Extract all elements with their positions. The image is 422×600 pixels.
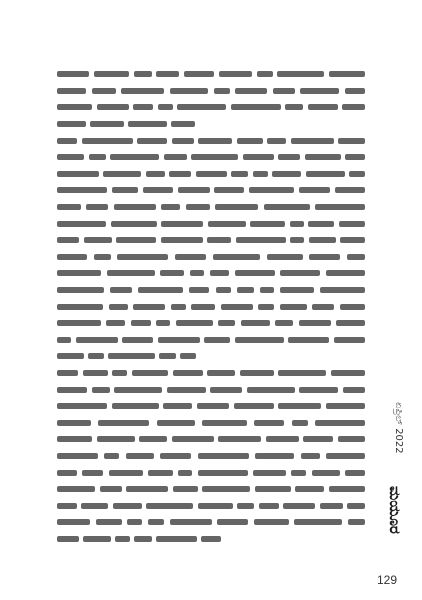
word	[249, 187, 294, 193]
word	[235, 270, 275, 276]
word	[111, 221, 157, 227]
word	[76, 337, 118, 343]
word	[280, 270, 320, 276]
word	[331, 370, 365, 376]
word	[57, 287, 104, 293]
word	[106, 320, 125, 326]
word	[260, 287, 274, 293]
word	[184, 71, 214, 77]
word	[291, 470, 306, 476]
text-line	[57, 99, 365, 116]
word	[216, 287, 231, 293]
word	[171, 304, 186, 310]
word	[215, 204, 258, 210]
word	[176, 320, 213, 326]
word	[57, 420, 91, 426]
word	[57, 436, 92, 442]
word	[158, 104, 173, 110]
text-line	[57, 514, 365, 531]
word	[57, 104, 92, 110]
word	[178, 187, 210, 193]
word	[254, 420, 284, 426]
text-line	[57, 414, 365, 431]
word	[280, 304, 307, 310]
word	[312, 470, 340, 476]
word	[127, 519, 142, 525]
word	[89, 154, 106, 160]
word	[57, 138, 77, 144]
word	[255, 486, 291, 492]
word	[57, 536, 79, 542]
word	[137, 138, 167, 144]
word	[326, 403, 365, 409]
word	[240, 370, 274, 376]
text-line	[57, 282, 365, 299]
word	[191, 154, 238, 160]
word	[283, 503, 315, 509]
text-line	[57, 182, 365, 199]
text-line	[57, 348, 365, 365]
word	[326, 270, 365, 276]
word	[198, 453, 249, 459]
word	[161, 237, 203, 243]
word	[161, 204, 180, 210]
word	[198, 138, 232, 144]
word	[277, 71, 324, 77]
word	[345, 88, 365, 94]
word	[275, 320, 293, 326]
word	[96, 519, 122, 525]
text-line	[57, 365, 365, 382]
word	[138, 287, 183, 293]
word	[196, 171, 227, 177]
word	[94, 71, 129, 77]
word	[108, 353, 155, 359]
word	[57, 171, 99, 177]
word	[320, 287, 365, 293]
word	[231, 104, 281, 110]
text-line	[57, 132, 365, 149]
word	[57, 204, 81, 210]
word	[273, 88, 295, 94]
text-line	[57, 199, 365, 216]
word	[57, 71, 89, 77]
word	[178, 470, 192, 476]
text-line	[57, 298, 365, 315]
word	[57, 486, 95, 492]
word	[133, 304, 165, 310]
word	[172, 436, 214, 442]
word	[347, 254, 365, 260]
word	[139, 436, 167, 442]
word	[312, 304, 334, 310]
word	[57, 254, 87, 260]
word	[57, 337, 71, 343]
word	[170, 519, 212, 525]
word	[57, 387, 87, 393]
word	[57, 304, 103, 310]
word	[247, 387, 295, 393]
word	[180, 353, 196, 359]
word	[112, 403, 159, 409]
word	[57, 237, 79, 243]
word	[197, 403, 229, 409]
word	[146, 503, 193, 509]
word	[175, 254, 206, 260]
word	[83, 370, 108, 376]
word	[159, 353, 176, 359]
word	[308, 221, 334, 227]
word	[110, 154, 159, 160]
word	[161, 221, 203, 227]
word	[172, 138, 194, 144]
text-line	[57, 66, 365, 83]
word	[148, 519, 164, 525]
text-line	[57, 83, 365, 100]
word	[156, 71, 179, 77]
word	[305, 154, 341, 160]
word	[237, 287, 254, 293]
word	[315, 204, 365, 210]
word	[177, 104, 226, 110]
word	[57, 370, 78, 376]
word	[335, 187, 365, 193]
word	[334, 337, 365, 343]
word	[128, 121, 167, 127]
word	[241, 320, 270, 326]
word	[210, 270, 229, 276]
text-line	[57, 398, 365, 415]
word	[94, 254, 111, 260]
word	[110, 287, 132, 293]
word	[253, 171, 268, 177]
word	[218, 320, 235, 326]
word	[278, 370, 326, 376]
word	[121, 88, 164, 94]
word	[237, 503, 254, 509]
word	[113, 503, 142, 509]
word	[315, 420, 365, 426]
word	[57, 221, 106, 227]
page-number: 129	[376, 573, 397, 587]
word	[308, 104, 338, 110]
word	[347, 503, 365, 509]
word	[267, 138, 286, 144]
word	[81, 503, 108, 509]
word	[255, 453, 294, 459]
word	[109, 304, 128, 310]
text-line	[57, 232, 365, 249]
text-line	[57, 381, 365, 398]
word	[329, 486, 365, 492]
word	[320, 503, 343, 509]
word	[338, 138, 365, 144]
word	[201, 536, 221, 542]
word	[146, 171, 165, 177]
word	[97, 104, 129, 110]
word	[291, 138, 334, 144]
word	[343, 387, 365, 393]
word	[198, 470, 248, 476]
text-line	[57, 481, 365, 498]
word	[236, 237, 286, 243]
word	[202, 420, 247, 426]
word	[237, 138, 263, 144]
body-text	[57, 66, 365, 554]
word	[160, 453, 191, 459]
word	[299, 187, 330, 193]
word	[109, 470, 143, 476]
word	[117, 254, 168, 260]
word	[207, 370, 235, 376]
word	[92, 88, 116, 94]
text-line	[57, 215, 365, 232]
word	[340, 304, 365, 310]
word	[167, 387, 206, 393]
word	[267, 254, 303, 260]
word	[170, 88, 208, 94]
word	[349, 171, 365, 177]
word	[213, 254, 260, 260]
word	[243, 154, 274, 160]
word	[272, 171, 301, 177]
word	[258, 304, 274, 310]
word	[115, 536, 130, 542]
word	[84, 237, 112, 243]
word	[98, 420, 149, 426]
word	[158, 337, 200, 343]
word	[219, 71, 252, 77]
word	[207, 237, 231, 243]
word	[82, 138, 133, 144]
word	[189, 287, 209, 293]
word	[143, 187, 173, 193]
word	[104, 453, 119, 459]
word	[326, 453, 365, 459]
word	[257, 71, 273, 77]
word	[306, 171, 345, 177]
word	[294, 519, 342, 525]
word	[171, 121, 195, 127]
word	[163, 403, 192, 409]
word	[266, 436, 299, 442]
word	[309, 254, 340, 260]
word	[309, 237, 336, 243]
text-line	[57, 149, 365, 166]
word	[57, 353, 84, 359]
text-line	[57, 497, 365, 514]
word	[57, 154, 84, 160]
word	[57, 121, 86, 127]
word	[214, 187, 244, 193]
word	[164, 154, 187, 160]
word	[264, 204, 310, 210]
word	[156, 536, 197, 542]
word	[250, 221, 285, 227]
word	[57, 320, 101, 326]
word	[300, 88, 339, 94]
word	[234, 403, 274, 409]
word	[100, 486, 122, 492]
word	[160, 270, 184, 276]
word	[204, 337, 230, 343]
word	[191, 304, 215, 310]
word	[126, 486, 168, 492]
word	[57, 519, 90, 525]
word	[57, 470, 77, 476]
word	[57, 503, 77, 509]
word	[348, 519, 365, 525]
word	[253, 470, 286, 476]
word	[342, 104, 365, 110]
word	[345, 470, 365, 476]
word	[97, 436, 135, 442]
text-line	[57, 332, 365, 349]
word	[169, 171, 191, 177]
word	[133, 104, 153, 110]
word	[292, 420, 308, 426]
word	[57, 403, 107, 409]
word	[132, 370, 168, 376]
word	[198, 503, 233, 509]
text-line	[57, 431, 365, 448]
word	[86, 204, 108, 210]
word	[90, 121, 124, 127]
text-line	[57, 531, 365, 548]
word	[134, 71, 152, 77]
text-line	[57, 116, 365, 133]
word	[112, 370, 127, 376]
word	[235, 337, 284, 343]
word	[83, 536, 111, 542]
word	[186, 204, 210, 210]
word	[156, 320, 170, 326]
word	[288, 337, 329, 343]
word	[299, 320, 331, 326]
word	[122, 337, 153, 343]
word	[107, 270, 155, 276]
word	[280, 287, 314, 293]
word	[57, 453, 98, 459]
word	[259, 503, 279, 509]
word	[57, 270, 101, 276]
word	[157, 420, 195, 426]
magazine-name: ಮಯೂರ	[386, 486, 404, 534]
text-line	[57, 464, 365, 481]
word	[303, 436, 333, 442]
word	[290, 237, 304, 243]
word	[295, 486, 324, 492]
word	[173, 370, 203, 376]
text-line	[57, 315, 365, 332]
word	[134, 536, 152, 542]
word	[126, 453, 154, 459]
word	[290, 221, 304, 227]
word	[338, 436, 365, 442]
masthead	[364, 402, 408, 574]
word	[92, 387, 110, 393]
word	[82, 470, 103, 476]
word	[57, 187, 107, 193]
text-line	[57, 249, 365, 266]
word	[221, 304, 253, 310]
word	[339, 221, 365, 227]
word	[340, 237, 365, 243]
word	[103, 171, 141, 177]
word	[345, 154, 365, 160]
word	[218, 436, 261, 442]
word	[254, 519, 289, 525]
word	[208, 221, 246, 227]
word	[112, 187, 138, 193]
word	[114, 204, 156, 210]
word	[217, 519, 248, 525]
word	[231, 171, 248, 177]
word	[278, 403, 321, 409]
word	[88, 353, 104, 359]
word	[278, 154, 300, 160]
word	[173, 486, 198, 492]
word	[114, 387, 162, 393]
word	[57, 88, 86, 94]
word	[131, 320, 151, 326]
text-line	[57, 166, 365, 183]
word	[336, 320, 365, 326]
word	[285, 104, 303, 110]
word	[148, 470, 173, 476]
word	[299, 387, 338, 393]
word	[190, 270, 204, 276]
word	[301, 453, 320, 459]
text-line	[57, 448, 365, 465]
word	[116, 237, 156, 243]
word	[329, 71, 365, 77]
word	[210, 387, 242, 393]
word	[235, 88, 267, 94]
word	[202, 486, 250, 492]
text-line	[57, 265, 365, 282]
issue-label: ಏಪ್ರಿಲ್ 2022	[393, 402, 404, 454]
word	[214, 88, 230, 94]
